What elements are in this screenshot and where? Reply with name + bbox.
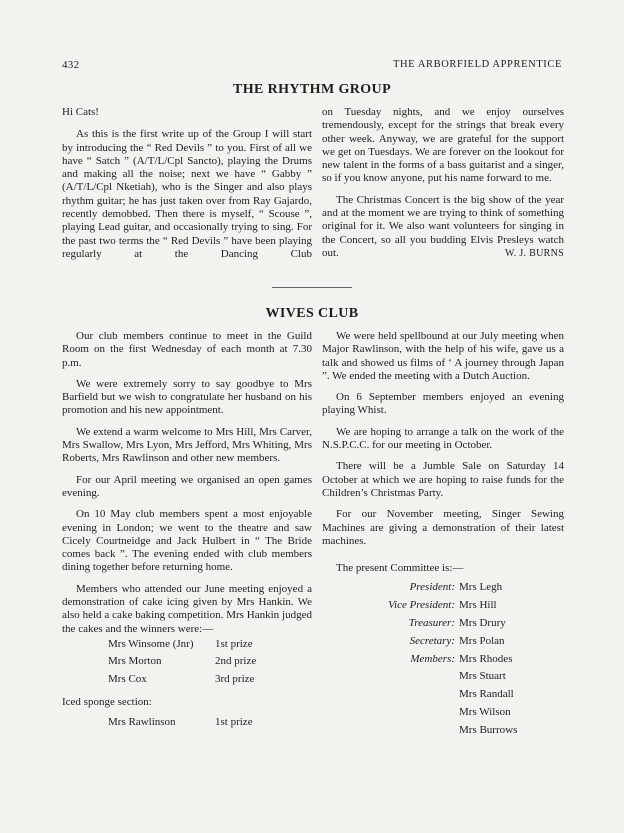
committee-row xyxy=(322,581,564,599)
committee-intro: The present Committee is:— xyxy=(336,562,464,575)
committee-member: Mrs Stuart xyxy=(459,670,506,683)
committee-member: Mrs Hill xyxy=(459,599,497,612)
prize-row xyxy=(62,638,312,656)
wives-paragraph: We are hoping to arrange a talk on the work of the N.S.P.C.C. for our meeting in October. xyxy=(322,425,564,452)
prize-row xyxy=(62,716,312,734)
committee-role: Members: xyxy=(410,652,455,665)
rhythm-signature: W. J. BURNS xyxy=(504,247,564,259)
prize-place: 3rd prize xyxy=(215,672,255,685)
committee-member: Mrs Randall xyxy=(459,688,514,701)
rhythm-paragraph-1-text: As this is the first write up of the Group I will start by introducing the “ Red Devils ” to you. First of all we have “ Satch ” (A/T/L/Cpl Sancto), playing the Drums and making all the noise; next we have “ Gabby ” (A/T/L/Cpl Nketiah), who is the Singer and also plays rhythm guitar; he has just taken over from Ray Gajardo, recently demobbed. Then there is myself, “ Scouse ”, playing Lead guitar, and occasionally trying to sing. For the past two terms the “ Red Devils ” have been playing regularly at the Dancing Club xyxy=(62,128,312,260)
prize-row xyxy=(62,673,312,691)
prize-place: 2nd prize xyxy=(215,655,257,668)
wives-paragraph: We were held spellbound at our July meeting when Major Rawlinson, with the help of his wife, gave us a talk and showed us films of ‘ A journey through Japan ”. We ended the meeting with a Dutch Auction. xyxy=(322,330,564,382)
committee-row xyxy=(322,635,564,653)
prize-place: 1st prize xyxy=(215,715,253,728)
wives-paragraph: Members who attended our June meeting enjoyed a demonstration of cake icing given by Mrs Hankin. We also held a cake baking competition. Mrs Hankin judged the cakes and the winners were:— xyxy=(62,582,312,635)
rhythm-paragraph-1-continued-text: on Tuesday nights, and we enjoy ourselves tremendously, except for the strings that break every other week. Anyway, we are grateful for the support we get on Tuesdays. We are forever on the lookout for new talent in the forms of a bass guitarist and a singer, so if you know anyone, put his name forward to me. xyxy=(322,106,564,185)
running-header: THE ARBORFIELD APPRENTICE xyxy=(392,59,562,70)
iced-sponge-label: Iced sponge section: xyxy=(62,696,152,709)
committee-member: Mrs Legh xyxy=(459,581,503,594)
rhythm-group-title: THE RHYTHM GROUP xyxy=(232,82,392,97)
wives-paragraph: Our club members continue to meet in the Guild Room on the first Wednesday of each month at 7.30 p.m. xyxy=(62,330,312,369)
committee-member: Mrs Polan xyxy=(459,634,505,647)
committee-member: Mrs Drury xyxy=(459,617,506,630)
wives-paragraph: There will be a Jumble Sale on Saturday 14 October at which we are hoping to raise funds for the Children’s Christmas Party. xyxy=(322,460,564,499)
committee-member: Mrs Burrows xyxy=(459,723,518,736)
rhythm-paragraph-1-continued xyxy=(322,106,564,186)
committee-list xyxy=(322,581,564,741)
wives-left-column xyxy=(62,330,312,733)
wives-paragraph: On 10 May club members spent a most enjoyable evening in London; we went to the theatre and saw Cicely Courtneidge and Jack Hulbert in “ The Bride comes back ”. The evening ended with club members dining together before returning home. xyxy=(62,508,312,574)
committee-row xyxy=(322,688,564,706)
wives-paragraph: For our November meeting, Singer Sewing Machines are giving a demonstration of their latest machines. xyxy=(322,508,564,547)
wives-paragraph: We were extremely sorry to say goodbye to Mrs Barfield but we wish to congratulate her husband on his promotion and his new appointment. xyxy=(62,377,312,417)
committee-role: President: xyxy=(409,581,455,594)
committee-row xyxy=(322,617,564,635)
wives-paragraph: We extend a warm welcome to Mrs Hill, Mrs Carver, Mrs Swallow, Mrs Lyon, Mrs Jefford, Mrs Whiting, Mrs Roberts, Mrs Rawlinson and other new members. xyxy=(62,425,312,465)
committee-member: Mrs Rhodes xyxy=(459,652,513,665)
rhythm-paragraph-1 xyxy=(62,128,312,261)
cake-prize-list xyxy=(62,638,312,691)
prize-place: 1st prize xyxy=(215,637,253,650)
committee-member: Mrs Wilson xyxy=(459,706,511,719)
committee-row xyxy=(322,724,564,742)
page-number: 432 xyxy=(62,59,80,71)
rhythm-right-column xyxy=(322,106,564,260)
committee-role: Treasurer: xyxy=(408,617,455,630)
prize-winner: Mrs Winsome (Jnr) xyxy=(108,637,194,650)
section-divider xyxy=(272,287,352,288)
committee-row xyxy=(322,706,564,724)
rhythm-paragraph-2 xyxy=(322,194,564,260)
prize-winner: Mrs Morton xyxy=(108,655,162,668)
committee-row xyxy=(322,670,564,688)
committee-role: Secretary: xyxy=(409,634,455,647)
wives-paragraph: For our April meeting we organised an open games evening. xyxy=(62,473,312,499)
prize-winner: Mrs Rawlinson xyxy=(108,715,176,728)
committee-role: Vice President: xyxy=(388,599,455,612)
prize-row xyxy=(62,655,312,673)
committee-row xyxy=(322,599,564,617)
committee-row xyxy=(322,653,564,671)
rhythm-paragraph-2-text: The Christmas Concert is the big show of the year and at the moment we are trying to think of something original for it. We also want volunteers for singing in the Concert, so all you budding Elvis Presleys watch out. xyxy=(322,193,564,259)
wives-club-title: WIVES CLUB xyxy=(265,306,359,321)
rhythm-greeting: Hi Cats! xyxy=(62,106,99,118)
wives-right-column xyxy=(322,330,564,742)
wives-paragraph: On 6 September members enjoyed an evening playing Whist. xyxy=(322,391,564,417)
rhythm-left-column xyxy=(62,106,312,261)
prize-winner: Mrs Cox xyxy=(108,672,147,685)
